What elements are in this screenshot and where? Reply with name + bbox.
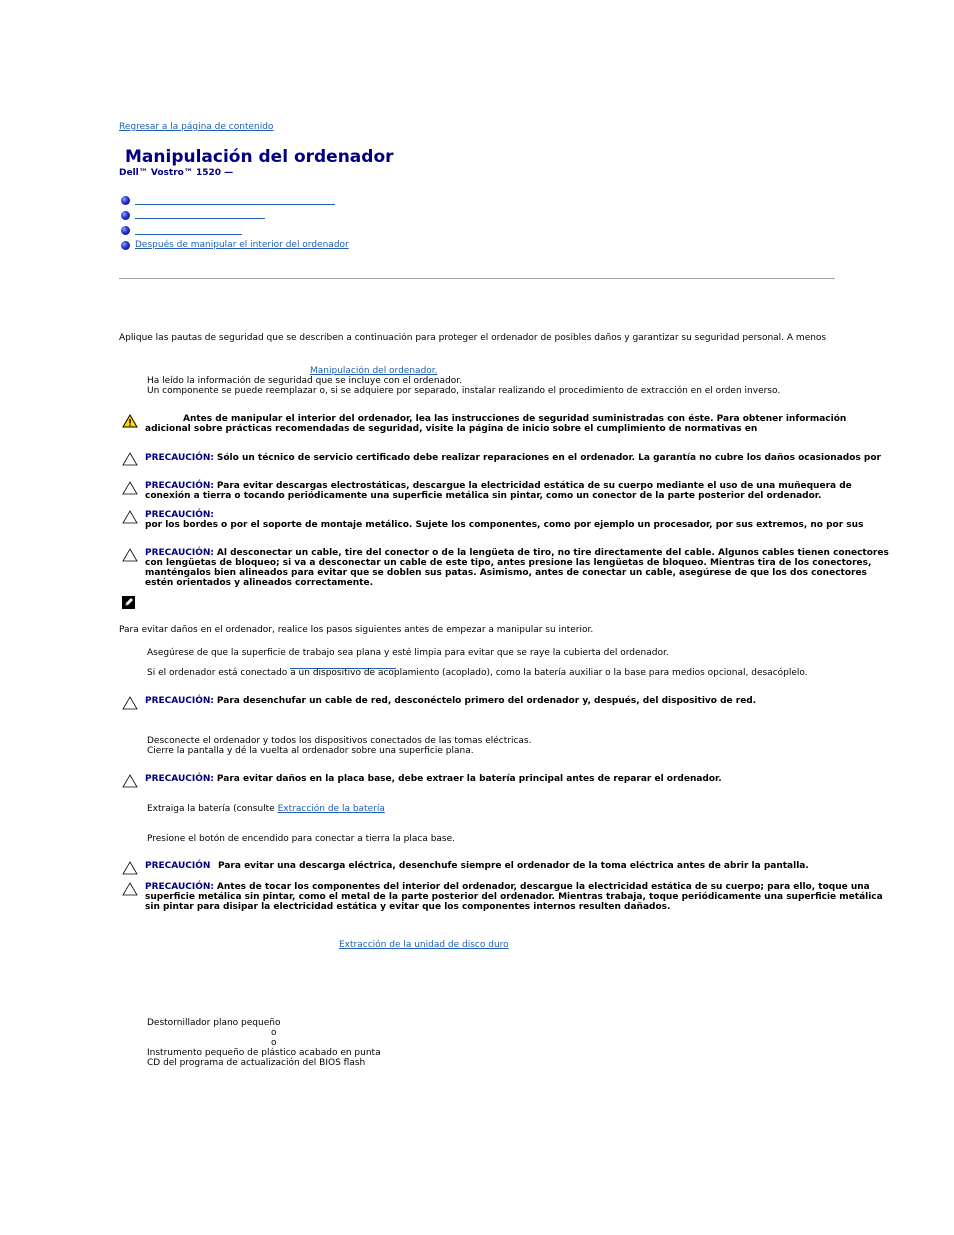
prereq-item: Un componente se puede reemplazar o, si se adquiere por separado, instalar realizando el procedimiento de extracción en el orden inverso. (147, 386, 781, 396)
bullet-icon (121, 211, 130, 220)
caution-text: Para evitar una descarga eléctrica, desenchufe siempre el ordenador de la toma eléctrica antes de abrir la pantalla. (218, 861, 809, 871)
sub-bullet: o (271, 1028, 277, 1038)
caution-icon (122, 882, 138, 896)
step-item: Presione el botón de encendido para conectar a tierra la placa base. (147, 834, 456, 844)
battery-removal-link[interactable]: Extracción de la batería (277, 804, 385, 814)
step-item: Si el ordenador está conectado a un dispositivo de acoplamiento (acoplado), como la batería auxiliar o la base para medios opcional, desacóplelo. (147, 668, 808, 678)
toc-link-2[interactable] (135, 218, 265, 219)
caution-text: Antes de tocar los componentes del interior del ordenador, descargue la electricidad estática de su cuerpo; para ello, toque una (216, 882, 870, 892)
caution-row (145, 774, 722, 785)
caution-label: PRECAUCIÓN: (145, 882, 215, 892)
caution-icon (122, 481, 138, 495)
step-item: Cierre la pantalla y dé la vuelta al ordenador sobre una superficie plana. (147, 746, 474, 756)
step-item: Desconecte el ordenador y todos los dispositivos conectados de las tomas eléctricas. (147, 736, 532, 746)
caution-label: PRECAUCIÓN: (145, 453, 215, 463)
caution-text: conexión a tierra o tocando periódicamente una superficie metálica sin pintar, como un conector de la parte posterior del ordenador. (145, 491, 822, 501)
section-divider (119, 278, 835, 279)
step-text: Extraiga la batería (consulte (147, 804, 275, 814)
product-subtitle: Dell™ Vostro™ 1520 — (119, 168, 234, 178)
caution-label: PRECAUCIÓN: (145, 481, 215, 491)
caution-icon (122, 548, 138, 562)
toc-link-3[interactable] (135, 234, 242, 235)
caution-text: Para desenchufar un cable de red, desconéctelo primero del ordenador y, después, del dispositivo de red. (216, 696, 757, 706)
caution-text: Al desconectar un cable, tire del conector o de la lengüeta de tiro, no tire directamente del cable. Algunos cables tienen conectores (216, 548, 889, 558)
caution-icon (122, 861, 138, 875)
caution-text: estén orientados y alineados correctamente. (145, 578, 373, 588)
intro-text: Aplique las pautas de seguridad que se describen a continuación para proteger el ordenador de posibles daños y garantizar su seguridad personal. A menos (119, 333, 827, 343)
steps-intro: Para evitar daños en el ordenador, realice los pasos siguientes antes de empezar a manipular su interior. (119, 625, 594, 635)
caution-label: PRECAUCIÓN (145, 861, 211, 871)
tool-item: CD del programa de actualización del BIOS flash (147, 1058, 366, 1068)
caution-text: sin pintar para disipar la electricidad estática y evitar que los componentes internos resulten dañados. (145, 902, 671, 912)
caution-text: con lengüetas de bloqueo; si va a desconectar un cable de este tipo, antes presione las lengüetas de bloqueo. Mientras tira de los conectores, (145, 558, 872, 568)
caution-label: PRECAUCIÓN: (145, 548, 215, 558)
caution-text: por los bordes o por el soporte de montaje metálico. Sujete los componentes, como por ejemplo un procesador, por sus extremos, no por sus (145, 520, 864, 530)
caution-text: Para evitar daños en la placa base, debe extraer la batería principal antes de reparar el ordenador. (216, 774, 722, 784)
caution-icon (122, 452, 138, 466)
sub-bullet: o (271, 1038, 277, 1048)
warning-text-line: adicional sobre prácticas recomendadas de seguridad, visite la página de inicio sobre el cumplimiento de normativas en (145, 424, 758, 434)
caution-text: Para evitar descargas electrostáticas, descargue la electricidad estática de su cuerpo mediante el uso de una muñequera de (216, 481, 852, 491)
prereq-item: Ha leído la información de seguridad que se incluye con el ordenador. (147, 376, 462, 386)
step-item: Asegúrese de que la superficie de trabajo sea plana y esté limpia para evitar que se raye la cubierta del ordenador. (147, 648, 669, 658)
caution-text: Sólo un técnico de servicio certificado debe realizar reparaciones en el ordenador. La garantía no cubre los daños ocasionados por (216, 453, 881, 463)
caution-text: manténgalos bien alineados para evitar que se doblen sus patas. Asimismo, antes de conectar un cable, asegúrese de que los dos conectores (145, 568, 867, 578)
hdd-removal-link[interactable]: Extracción de la unidad de disco duro (339, 940, 509, 950)
page-title: Manipulación del ordenador (125, 147, 394, 167)
note-icon (122, 596, 135, 609)
toc-link-1[interactable] (135, 204, 335, 205)
caution-row (145, 453, 881, 464)
caution-label: PRECAUCIÓN: (145, 774, 215, 784)
caution-icon (122, 696, 138, 710)
bullet-icon (121, 196, 130, 205)
caution-icon (122, 510, 138, 524)
toc-link-after-working[interactable]: Después de manipular el interior del ordenador (135, 240, 349, 250)
caution-text: superficie metálica sin pintar, como el metal de la parte posterior del ordenador. Mientras trabaja, toque periódicamente una superficie metálica (145, 892, 883, 902)
handling-computer-link[interactable]: Manipulación del ordenador. (310, 366, 438, 376)
warning-icon (122, 414, 138, 428)
bullet-icon (121, 241, 130, 250)
caution-icon (122, 774, 138, 788)
warning-text-line: Antes de manipular el interior del ordenador, lea las instrucciones de seguridad suministradas con éste. Para obtener información (183, 414, 847, 424)
tool-item: Instrumento pequeño de plástico acabado en punta (147, 1048, 381, 1058)
step-item (147, 804, 385, 815)
caution-label: PRECAUCIÓN: (145, 696, 215, 706)
back-to-contents-link[interactable]: Regresar a la página de contenido (119, 122, 274, 132)
bullet-icon (121, 226, 130, 235)
tool-item: Destornillador plano pequeño (147, 1018, 281, 1028)
caution-label: PRECAUCIÓN: (145, 510, 215, 520)
caution-row (145, 696, 756, 707)
